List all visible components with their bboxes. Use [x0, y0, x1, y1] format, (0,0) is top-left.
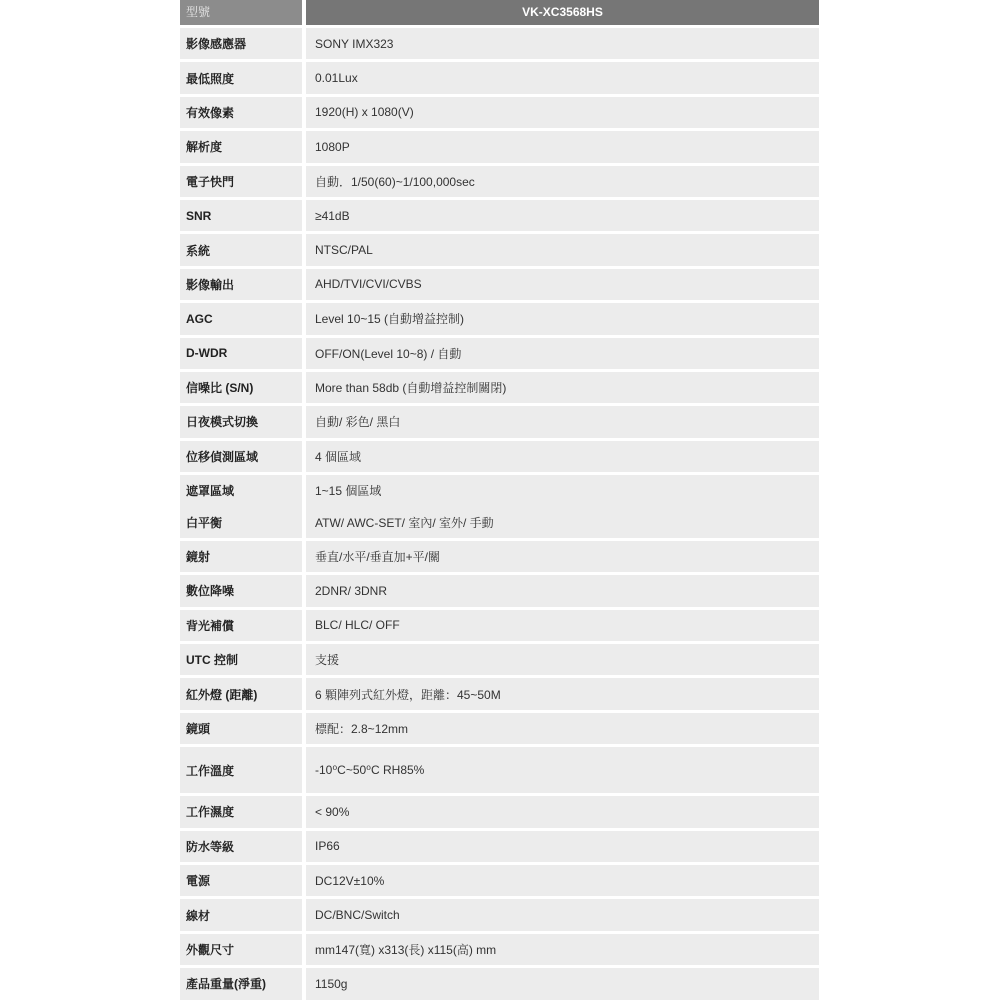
spec-value: More than 58db (自動增益控制關閉)	[306, 372, 819, 403]
spec-label: 數位降噪	[180, 575, 302, 606]
spec-value: 4 個區域	[306, 441, 819, 472]
spec-label: SNR	[180, 200, 302, 231]
spec-label: 鏡頭	[180, 713, 302, 744]
spec-label: 遮罩區域	[180, 475, 302, 506]
table-row	[180, 338, 819, 369]
spec-value: 0.01Lux	[306, 62, 819, 93]
table-row	[180, 131, 819, 162]
table-row	[180, 441, 819, 472]
spec-label: 電子快門	[180, 166, 302, 197]
spec-label: 電源	[180, 865, 302, 896]
table-row	[180, 541, 819, 572]
spec-table	[180, 0, 819, 1000]
table-header	[180, 0, 819, 25]
table-row	[180, 610, 819, 641]
header-model: VK-XC3568HS	[306, 0, 819, 25]
spec-label: 背光補償	[180, 610, 302, 641]
table-row	[180, 269, 819, 300]
header-label: 型號	[180, 0, 302, 25]
table-row	[180, 506, 819, 537]
spec-value: BLC/ HLC/ OFF	[306, 610, 819, 641]
spec-label: 位移偵測區域	[180, 441, 302, 472]
spec-label: AGC	[180, 303, 302, 334]
table-row	[180, 796, 819, 827]
spec-label: 最低照度	[180, 62, 302, 93]
table-row	[180, 97, 819, 128]
table-row	[180, 747, 819, 793]
spec-label: 工作濕度	[180, 796, 302, 827]
spec-value: DC12V±10%	[306, 865, 819, 896]
spec-value: 自動．1/50(60)~1/100,000sec	[306, 166, 819, 197]
spec-label: 紅外燈 (距離)	[180, 678, 302, 709]
spec-label: 影像感應器	[180, 28, 302, 59]
table-row	[180, 934, 819, 965]
table-row	[180, 166, 819, 197]
spec-value: 6 顆陣列式紅外燈，距離：45~50M	[306, 678, 819, 709]
spec-value: NTSC/PAL	[306, 234, 819, 265]
table-body	[180, 28, 819, 1000]
table-row	[180, 968, 819, 999]
spec-label: 白平衡	[180, 506, 302, 537]
table-row	[180, 865, 819, 896]
table-row	[180, 575, 819, 606]
table-row	[180, 475, 819, 506]
spec-value: -10⁰C~50⁰C RH85%	[306, 747, 819, 793]
spec-value: Level 10~15 (自動增益控制)	[306, 303, 819, 334]
table-row	[180, 62, 819, 93]
spec-value: 1920(H) x 1080(V)	[306, 97, 819, 128]
table-row	[180, 831, 819, 862]
spec-value: IP66	[306, 831, 819, 862]
spec-value: 支援	[306, 644, 819, 675]
spec-label: 防水等級	[180, 831, 302, 862]
spec-value: AHD/TVI/CVI/CVBS	[306, 269, 819, 300]
spec-label: 工作溫度	[180, 747, 302, 793]
table-row	[180, 372, 819, 403]
spec-label: 影像輸出	[180, 269, 302, 300]
table-row	[180, 713, 819, 744]
spec-label: 外觀尺寸	[180, 934, 302, 965]
spec-value: 2DNR/ 3DNR	[306, 575, 819, 606]
spec-label: 系統	[180, 234, 302, 265]
spec-value: 1150g	[306, 968, 819, 999]
spec-value: SONY IMX323	[306, 28, 819, 59]
spec-label: 信噪比 (S/N)	[180, 372, 302, 403]
table-row	[180, 234, 819, 265]
table-row	[180, 406, 819, 437]
table-row	[180, 644, 819, 675]
table-row	[180, 200, 819, 231]
table-row	[180, 303, 819, 334]
spec-value: OFF/ON(Level 10~8) / 自動	[306, 338, 819, 369]
spec-label: 線材	[180, 899, 302, 930]
spec-value: 自動/ 彩色/ 黑白	[306, 406, 819, 437]
spec-value: ATW/ AWC-SET/ 室內/ 室外/ 手動	[306, 506, 819, 537]
spec-value: mm147(寬) x313(長) x115(高) mm	[306, 934, 819, 965]
table-row	[180, 28, 819, 59]
spec-label: 鏡射	[180, 541, 302, 572]
spec-value: 垂直/水平/垂直加+平/關	[306, 541, 819, 572]
spec-label: 日夜模式切換	[180, 406, 302, 437]
spec-value: 1080P	[306, 131, 819, 162]
spec-label: UTC 控制	[180, 644, 302, 675]
spec-label: 產品重量(淨重)	[180, 968, 302, 999]
spec-value: < 90%	[306, 796, 819, 827]
spec-label: 有效像素	[180, 97, 302, 128]
table-row	[180, 899, 819, 930]
table-row	[180, 678, 819, 709]
spec-label: D-WDR	[180, 338, 302, 369]
spec-label: 解析度	[180, 131, 302, 162]
spec-value: 標配：2.8~12mm	[306, 713, 819, 744]
spec-value: DC/BNC/Switch	[306, 899, 819, 930]
spec-value: 1~15 個區域	[306, 475, 819, 506]
spec-value: ≥41dB	[306, 200, 819, 231]
